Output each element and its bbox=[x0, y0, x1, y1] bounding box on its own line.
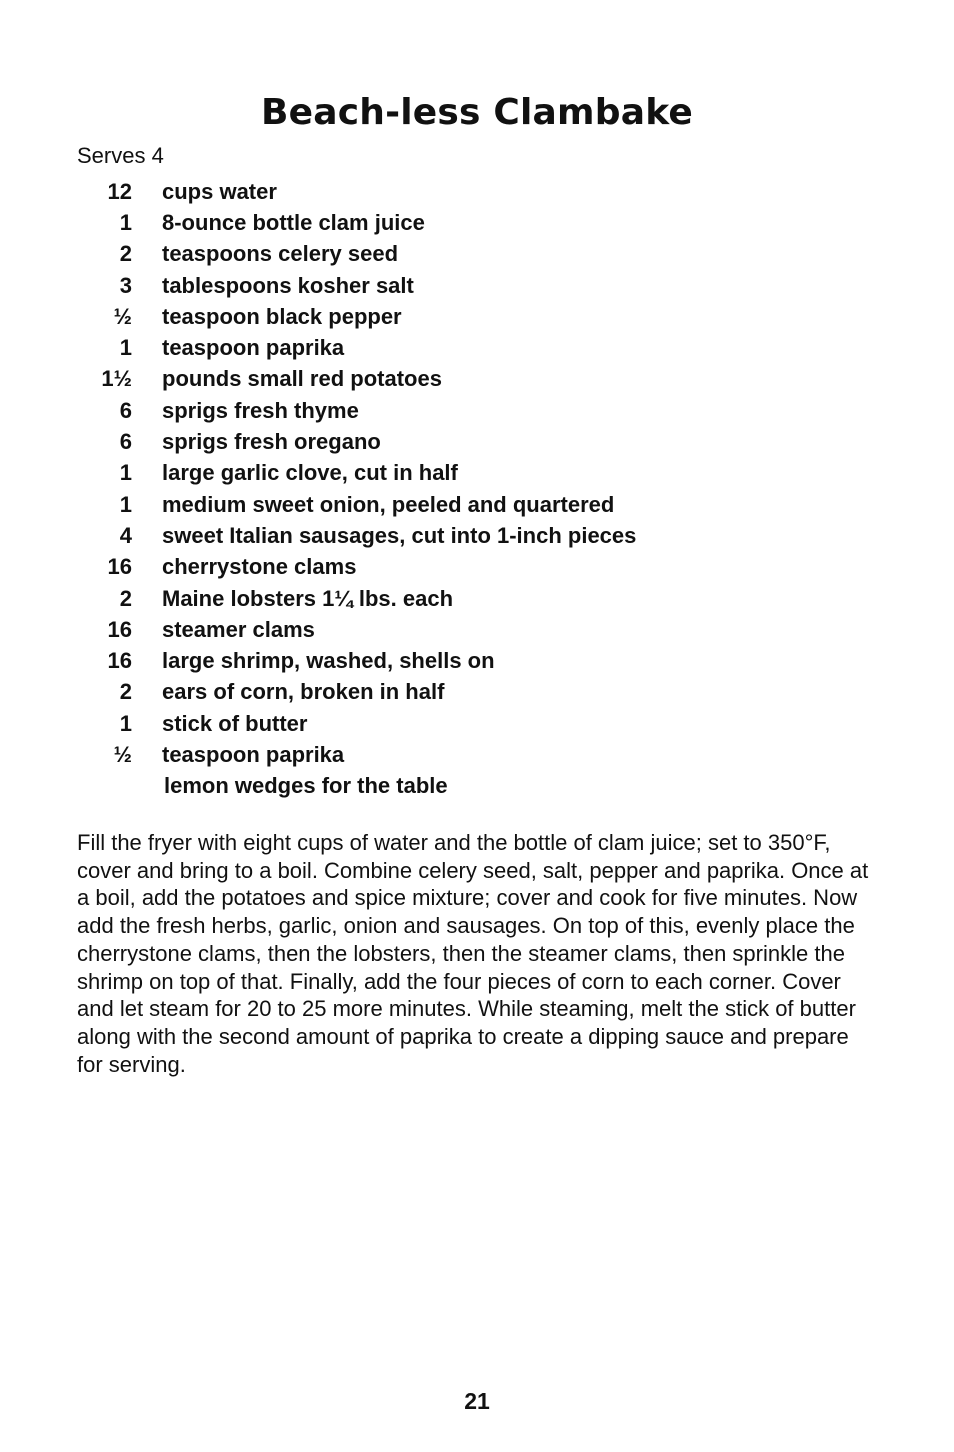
ingredient-quantity: 1 bbox=[119, 491, 132, 517]
ingredient-quantity: 16 bbox=[107, 616, 132, 642]
ingredient-row bbox=[77, 614, 897, 645]
ingredient-quantity: 12 bbox=[107, 178, 132, 204]
ingredient-name: medium sweet onion, peeled and quartered bbox=[162, 491, 615, 517]
ingredient-name: cups water bbox=[162, 178, 277, 204]
ingredient-row bbox=[77, 332, 897, 363]
ingredient-quantity: 16 bbox=[107, 554, 132, 580]
ingredient-quantity: 6 bbox=[119, 429, 132, 455]
ingredient-row bbox=[77, 426, 897, 457]
ingredient-name: large shrimp, washed, shells on bbox=[162, 648, 495, 674]
ingredient-row bbox=[77, 395, 897, 426]
page-number: 21 bbox=[464, 1388, 490, 1414]
ingredient-row bbox=[77, 489, 897, 520]
ingredient-name: stick of butter bbox=[162, 710, 308, 736]
ingredient-row bbox=[77, 270, 897, 301]
ingredient-row bbox=[77, 771, 897, 802]
ingredient-quantity: 4 bbox=[119, 522, 132, 548]
ingredient-quantity: ½ bbox=[113, 741, 132, 767]
recipe-instructions: Fill the fryer with eight cups of water and the bottle of clam juice; set to 350°F, cover and bring to a boil. Combine celery seed, salt, pepper and paprika. Once at a boil, add the potatoes and spice mixture; cover and cook for five minutes. Now add the fresh herbs, garlic, onion and sausages. On top of this, evenly place the cherrystone clams, then the lobsters, then the steamer clams, then sprinkle the shrimp on top of that. Finally, add the four pieces of corn to each corner. Cover and let steam for 20 to 25 more minutes. While steaming, melt the stick of butter along with the second amount of paprika to create a dipping sauce and prepare for serving. bbox=[77, 830, 869, 1077]
ingredient-name: teaspoon paprika bbox=[162, 335, 345, 361]
ingredient-row bbox=[77, 239, 897, 270]
ingredient-row bbox=[77, 520, 897, 551]
ingredient-row bbox=[77, 207, 897, 238]
ingredient-name: pounds small red potatoes bbox=[162, 366, 442, 392]
ingredient-quantity: 1 bbox=[119, 710, 132, 736]
serves-count: Serves 4 bbox=[77, 143, 164, 168]
ingredient-row bbox=[77, 364, 897, 395]
ingredient-row bbox=[77, 739, 897, 770]
ingredient-row bbox=[77, 677, 897, 708]
ingredient-name: Maine lobsters 1¼ lbs. each bbox=[162, 585, 454, 611]
ingredient-name: large garlic clove, cut in half bbox=[162, 460, 458, 486]
ingredient-row bbox=[77, 583, 897, 614]
ingredient-row bbox=[77, 708, 897, 739]
ingredient-name: ears of corn, broken in half bbox=[162, 679, 445, 705]
ingredient-list bbox=[77, 176, 897, 802]
ingredient-quantity: ½ bbox=[113, 303, 132, 329]
ingredient-name: sprigs fresh oregano bbox=[162, 429, 381, 455]
ingredient-name: teaspoon paprika bbox=[162, 741, 345, 767]
ingredient-name: teaspoons celery seed bbox=[162, 241, 399, 267]
ingredient-quantity: 2 bbox=[119, 679, 132, 705]
ingredient-row bbox=[77, 645, 897, 676]
ingredient-quantity: 2 bbox=[119, 585, 132, 611]
ingredient-name: sweet Italian sausages, cut into 1-inch pieces bbox=[162, 522, 637, 548]
ingredient-quantity: 1½ bbox=[101, 366, 132, 392]
ingredient-row bbox=[77, 552, 897, 583]
ingredient-quantity: 1 bbox=[119, 209, 132, 235]
ingredient-quantity: 6 bbox=[119, 397, 132, 423]
ingredient-row bbox=[77, 301, 897, 332]
ingredient-quantity: 1 bbox=[119, 335, 132, 361]
recipe-title: Beach-less Clambake bbox=[260, 92, 694, 134]
ingredient-name: steamer clams bbox=[162, 616, 315, 642]
ingredient-quantity: 1 bbox=[119, 460, 132, 486]
ingredient-name: tablespoons kosher salt bbox=[162, 272, 414, 298]
ingredient-quantity: 16 bbox=[107, 648, 132, 674]
ingredient-quantity: 2 bbox=[119, 241, 132, 267]
ingredient-name: lemon wedges for the table bbox=[164, 773, 448, 799]
ingredient-row bbox=[77, 176, 897, 207]
ingredient-name: teaspoon black pepper bbox=[162, 303, 402, 329]
ingredient-quantity: 3 bbox=[119, 272, 132, 298]
ingredient-row bbox=[77, 458, 897, 489]
ingredient-name: cherrystone clams bbox=[162, 554, 357, 580]
ingredient-name: sprigs fresh thyme bbox=[162, 397, 359, 423]
ingredient-name: 8-ounce bottle clam juice bbox=[162, 209, 425, 235]
